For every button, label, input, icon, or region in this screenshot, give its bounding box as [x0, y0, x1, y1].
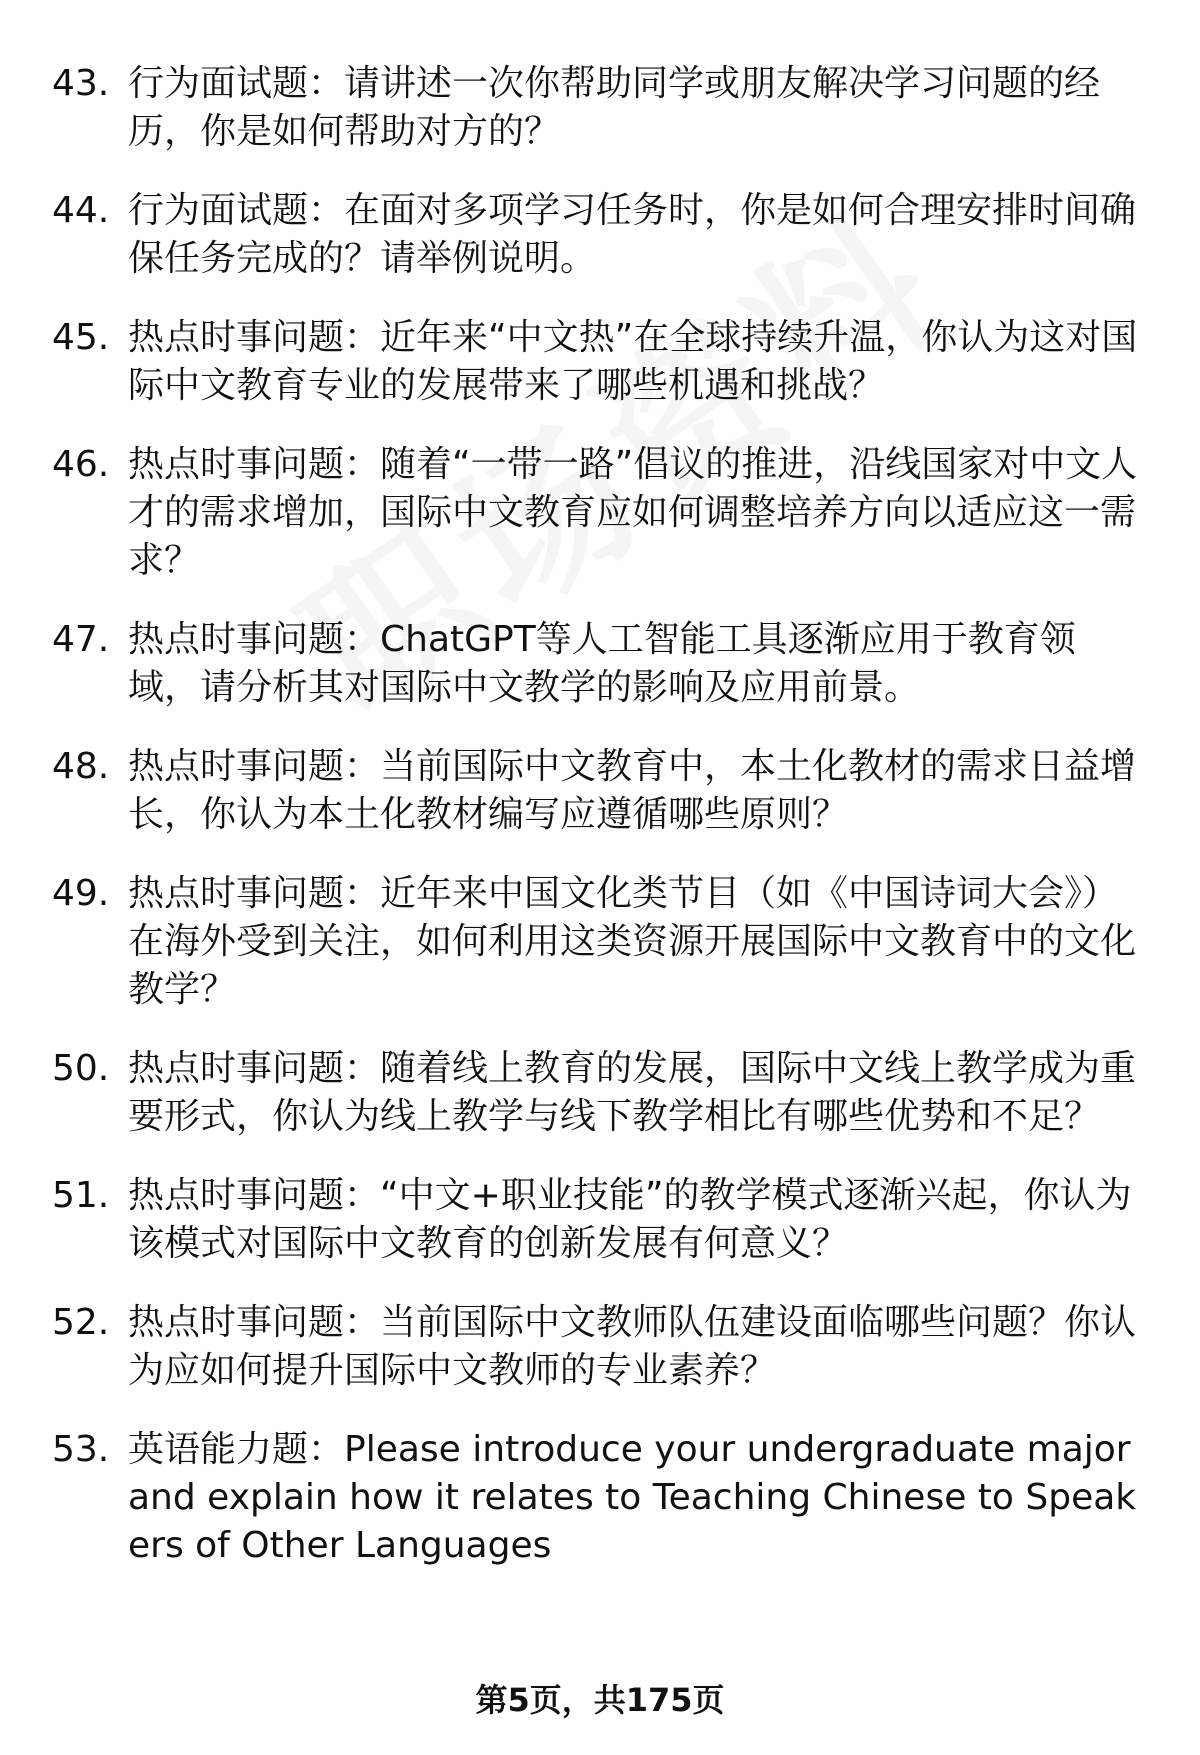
question-item — [0, 1045, 1200, 1141]
question-text: 英语能力题：Please introduce your undergraduate major and explain how it relates to Teaching Chinese to Speakers of Other Languages — [128, 1429, 1137, 1566]
question-item — [0, 314, 1200, 410]
question-text: 热点时事问题：ChatGPT等人工智能工具逐渐应用于教育领域，请分析其对国际中文教学的影响及应用前景。 — [128, 619, 1076, 708]
question-text: 热点时事问题：当前国际中文教育中，本土化教材的需求日益增长，你认为本土化教材编写应遵循哪些原则？ — [128, 746, 1137, 835]
question-text: 热点时事问题：随着线上教育的发展，国际中文线上教学成为重要形式，你认为线上教学与线下教学相比有哪些优势和不足？ — [128, 1048, 1137, 1137]
question-item — [0, 1299, 1200, 1395]
question-number: 50. — [52, 1048, 110, 1089]
question-text: 热点时事问题：近年来中国文化类节目（如《中国诗词大会》）在海外受到关注，如何利用这类资源开展国际中文教育中的文化教学？ — [128, 873, 1137, 1010]
question-item — [0, 743, 1200, 839]
question-number: 49. — [52, 873, 110, 914]
question-item — [0, 441, 1200, 585]
question-text: 热点时事问题：“中文+职业技能”的教学模式逐渐兴起，你认为该模式对国际中文教育的创新发展有何意义？ — [128, 1175, 1132, 1264]
question-number: 53. — [52, 1429, 110, 1470]
page-number-footer: 第5页，共175页 — [475, 1681, 725, 1719]
question-item — [0, 1172, 1200, 1268]
question-list — [0, 60, 1200, 1601]
question-item — [0, 60, 1200, 156]
question-text: 热点时事问题：当前国际中文教师队伍建设面临哪些问题？你认为应如何提升国际中文教师的专业素养？ — [128, 1302, 1137, 1391]
question-text: 行为面试题：请讲述一次你帮助同学或朋友解决学习问题的经历，你是如何帮助对方的？ — [128, 63, 1101, 152]
question-number: 52. — [52, 1302, 110, 1343]
question-number: 43. — [52, 63, 110, 104]
question-text: 行为面试题：在面对多项学习任务时，你是如何合理安排时间确保任务完成的？请举例说明。 — [128, 190, 1137, 279]
question-text: 热点时事问题：随着“一带一路”倡议的推进，沿线国家对中文人才的需求增加，国际中文教育应如何调整培养方向以适应这一需求？ — [128, 444, 1138, 581]
question-item — [0, 1426, 1200, 1570]
question-number: 51. — [52, 1175, 110, 1216]
question-number: 47. — [52, 619, 110, 660]
question-item — [0, 187, 1200, 283]
question-number: 48. — [52, 746, 110, 787]
question-text: 热点时事问题：近年来“中文热”在全球持续升温，你认为这对国际中文教育专业的发展带来了哪些机遇和挑战？ — [128, 317, 1138, 406]
question-number: 44. — [52, 190, 110, 231]
question-item — [0, 616, 1200, 712]
question-number: 46. — [52, 444, 110, 485]
question-number: 45. — [52, 317, 110, 358]
question-item — [0, 870, 1200, 1014]
